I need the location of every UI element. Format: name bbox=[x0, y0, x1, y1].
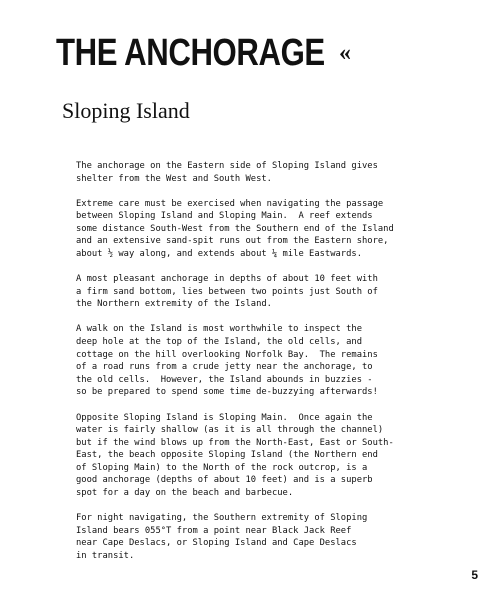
body-text bbox=[76, 160, 446, 575]
title-row bbox=[56, 30, 466, 80]
page-title: THE ANCHORAGE bbox=[56, 32, 325, 74]
paragraph-night-navigation: For night navigating, the Southern extremity of Sloping Island bears 055°T from a point near Black Jack Reef near Cape Deslacs, or Sloping Island and Cape Deslacs in transit. bbox=[76, 513, 368, 561]
paragraph-passage-caution: Extreme care must be exercised when navigating the passage between Sloping Island and Sloping Main. A reef extends some distance South-West from the Southern end of the Island and an extensive sand-spit runs out from the Eastern shore, about ½ way along, and extends about ¼ mile Eastwards. bbox=[76, 198, 394, 260]
paragraph-anchorage-depth: A most pleasant anchorage in depths of about 10 feet with a firm sand bottom, lies between two points just South of the Northern extremity of the Island. bbox=[76, 274, 378, 310]
title-mark: « bbox=[339, 40, 351, 66]
page-number: 5 bbox=[471, 568, 478, 582]
section-subtitle: Sloping Island bbox=[62, 98, 190, 123]
paragraph-island-walk: A walk on the Island is most worthwhile to inspect the deep hole at the top of the Island, the old cells, and cottage on the hill overlooking Norfolk Bay. The remains of a road runs from a crude jetty near the anchorage, to the old cells. However, the Island abounds in buzzies - so be prepared to spend some time de-buzzying afterwards! bbox=[76, 324, 378, 398]
paragraph-sloping-main: Opposite Sloping Island is Sloping Main. Once again the water is fairly shallow (as it is all through the channel) but if the wind blows up from the North-East, East or South- East, the beach opposite Sloping Island (the Northern end of Sloping Main) to the North of the rock outcrop, is a good anchorage (depths of about 10 feet) and is a superb spot for a day on the beach and barbecue. bbox=[76, 412, 394, 499]
paragraph-shelter: The anchorage on the Eastern side of Sloping Island gives shelter from the West and South West. bbox=[76, 161, 378, 184]
